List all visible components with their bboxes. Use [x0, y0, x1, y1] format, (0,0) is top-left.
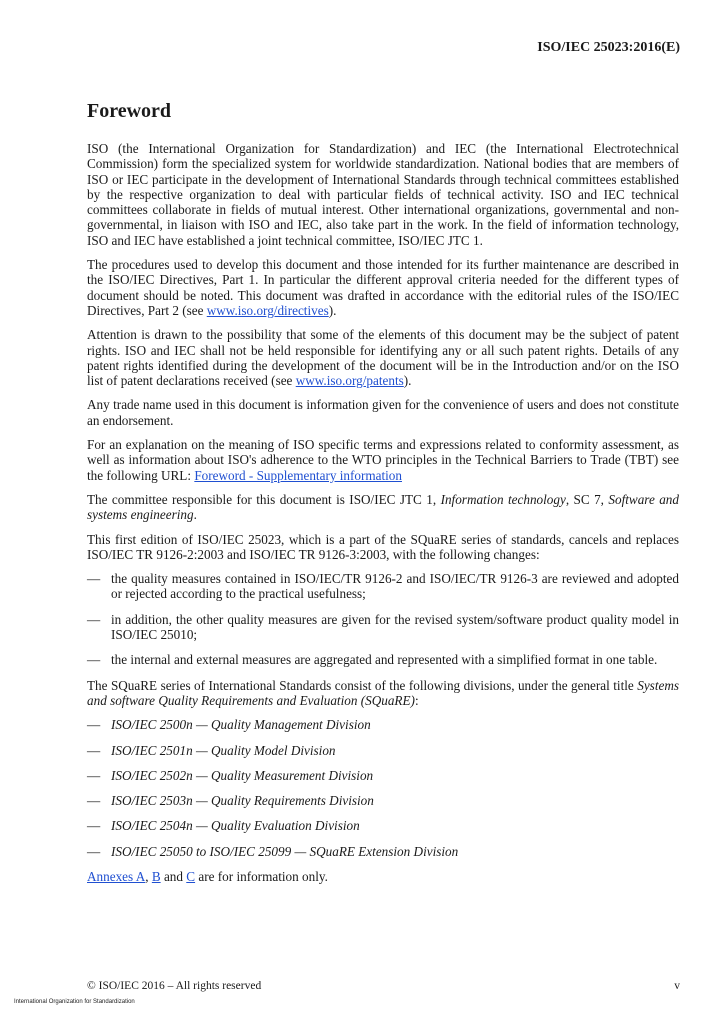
- paragraph-edition: This first edition of ISO/IEC 25023, which is a part of the SQuaRE series of standards, cancels and replaces ISO/IEC TR 9126-2:2003 and ISO/IEC TR 9126-3:2003, with the following changes:: [87, 531, 679, 562]
- text: The committee responsible for this document is ISO/IEC JTC 1,: [87, 491, 441, 507]
- dash: —: [87, 742, 101, 758]
- paragraph-intro: ISO (the International Organization for Standardization) and IEC (the International Electrotechnical Commission) form the specialized system for worldwide standardization. National bodies that are members of ISO or IEC participate in the development of International Standards through technical committees established by the respective organization to deal with particular fields of technical activity. ISO and IEC technical committees collaborate in fields of mutual interest. Other international organizations, governmental and non-governmental, in liaison with ISO and IEC, also take part in the work. In the field of information technology, ISO and IEC have established a joint technical committee, ISO/IEC JTC 1.: [87, 141, 679, 248]
- text: .: [193, 507, 197, 523]
- dash: —: [87, 793, 101, 809]
- text: Software and systems engineering: [87, 491, 679, 523]
- supplementary-info-link[interactable]: Foreword - Supplementary information: [194, 467, 402, 483]
- text: ).: [328, 302, 337, 318]
- list-item: [87, 571, 679, 602]
- dash: —: [87, 571, 101, 587]
- text: , SC 7,: [565, 491, 609, 507]
- text: :: [414, 692, 419, 708]
- annex-b-link[interactable]: B: [151, 868, 161, 884]
- page-number: v: [674, 980, 680, 992]
- patents-link[interactable]: www.iso.org/patents: [295, 373, 404, 389]
- division-item: [87, 844, 679, 859]
- annexes-a-link[interactable]: Annexes A: [87, 868, 146, 884]
- text: are for information only.: [195, 868, 328, 884]
- text: ,: [145, 868, 152, 884]
- paragraph-conformity: [87, 437, 679, 483]
- dash: —: [87, 652, 101, 668]
- list-item: [87, 652, 679, 667]
- paragraph-annexes: [87, 869, 679, 884]
- text: Attention is drawn to the possibility that some of the elements of this document may be the subject of patent rights. ISO and IEC shall not be held responsible for identifying any or all such patent rights. Details of any patent rights identified during the development of the document will be in the Introduction and/or on the ISO list of patent declarations received (see: [87, 327, 679, 389]
- page-title: Foreword: [87, 100, 172, 122]
- dash: —: [87, 767, 101, 783]
- list-item-text: the quality measures contained in ISO/IEC/TR 9126-2 and ISO/IEC/TR 9126-3 are reviewed and adopted or rejected according to the practical usefulness;: [111, 571, 679, 602]
- annex-c-link[interactable]: C: [186, 868, 196, 884]
- division-text: ISO/IEC 2500n — Quality Management Division: [111, 717, 371, 733]
- paragraph-square-series: [87, 678, 679, 709]
- division-text: ISO/IEC 2503n — Quality Requirements Division: [111, 793, 374, 809]
- list-item-text: in addition, the other quality measures are given for the revised system/software product quality model in ISO/IEC 25010;: [111, 611, 679, 643]
- paragraph-patents: [87, 327, 679, 388]
- dash: —: [87, 818, 101, 834]
- list-item: [87, 612, 679, 643]
- division-text: ISO/IEC 25050 to ISO/IEC 25099 — SQuaRE Extension Division: [111, 843, 459, 859]
- division-item: [87, 793, 679, 808]
- copyright-footer: © ISO/IEC 2016 – All rights reserved: [87, 980, 262, 992]
- directives-link[interactable]: www.iso.org/directives: [206, 302, 329, 318]
- text: Information technology: [440, 491, 566, 507]
- paragraph-trade-name: Any trade name used in this document is information given for the convenience of users and does not constitute an endorsement.: [87, 397, 679, 428]
- dash: —: [87, 843, 101, 859]
- division-item: [87, 717, 679, 732]
- foreword-body: [87, 141, 679, 893]
- list-item-text: the internal and external measures are aggregated and represented with a simplified format in one table.: [111, 652, 658, 668]
- text: and: [160, 868, 187, 884]
- division-item: [87, 768, 679, 783]
- division-item: [87, 818, 679, 833]
- division-text: ISO/IEC 2504n — Quality Evaluation Division: [111, 818, 360, 834]
- dash: —: [87, 717, 101, 733]
- text: The SQuaRE series of International Standards consist of the following divisions, under the general title: [87, 677, 638, 693]
- division-text: ISO/IEC 2501n — Quality Model Division: [111, 742, 336, 758]
- division-text: ISO/IEC 2502n — Quality Measurement Division: [111, 767, 374, 783]
- text: The procedures used to develop this document and those intended for its further maintenance are described in the ISO/IEC Directives, Part 1. In particular the different approval criteria needed for the different types of document should be noted. This document was drafted in accordance with the editorial rules of the ISO/IEC Directives, Part 2 (see: [87, 257, 679, 318]
- text: ).: [403, 373, 412, 389]
- dash: —: [87, 611, 101, 627]
- text: Systems and software Quality Requirements and Evaluation (SQuaRE): [87, 677, 679, 708]
- paragraph-procedures: [87, 257, 679, 318]
- document-id-header: ISO/IEC 25023:2016(E): [537, 40, 680, 55]
- organization-watermark: International Organization for Standardization: [14, 999, 135, 1005]
- text: For an explanation on the meaning of ISO specific terms and expressions related to conformity assessment, as well as information about ISO's adherence to the WTO principles in the Technical Barriers to Trade (TBT) see the following URL:: [87, 437, 679, 483]
- paragraph-committee: [87, 492, 679, 523]
- division-item: [87, 743, 679, 758]
